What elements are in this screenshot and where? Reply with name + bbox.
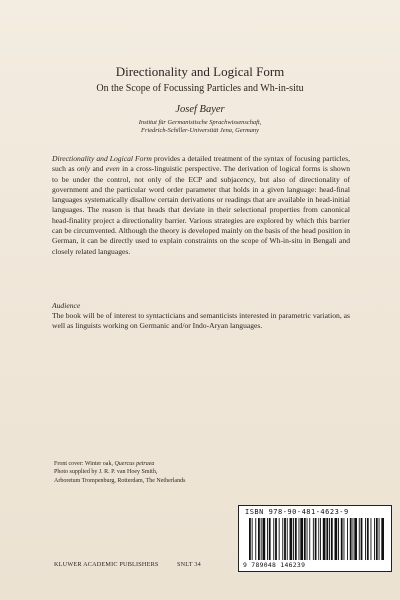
barcode-bar (261, 518, 262, 560)
affiliation-line-2: Friedrich-Schiller-Universität Jena, Germany (141, 127, 259, 134)
barcode-bar (258, 518, 260, 560)
cover-credit-species: Quercus petraea (114, 461, 155, 467)
photo-credit-line: Photo supplied by J. R. P. van Hoey Smith, (54, 469, 158, 476)
barcode-bar (354, 518, 357, 560)
barcode-bar (379, 518, 380, 560)
barcode-bars (247, 518, 385, 560)
barcode-digits: 9 789048 146239 (243, 561, 306, 569)
cover-credit-line (54, 460, 185, 468)
barcode-bar (365, 518, 366, 560)
barcode-bar (326, 518, 328, 560)
barcode-bar (295, 518, 297, 560)
barcode-bar (320, 518, 321, 560)
description-only: only (77, 164, 91, 174)
photo-place-line: Arboretum Trompenburg, Rotterdam, The Netherlands (54, 477, 186, 484)
barcode-bar (367, 518, 369, 560)
barcode-bar (290, 518, 293, 560)
author-affiliation (0, 119, 400, 135)
barcode-bar (374, 518, 375, 560)
isbn-number: ISBN 978-90-481-4623-9 (245, 508, 349, 516)
barcode-bar (273, 518, 274, 560)
barcode-bar (307, 518, 308, 560)
barcode-bar (282, 518, 283, 560)
barcode-bar (376, 518, 378, 560)
barcode-bar (350, 518, 352, 560)
audience-text: The book will be of interest to syntacticians and semanticists interested in parametric variation, as well as linguists working on Germanic and/or Indo-Aryan languages. (52, 311, 350, 331)
barcode-bar (293, 518, 294, 560)
barcode-bar (249, 518, 251, 560)
barcode-bar (359, 518, 360, 560)
barcode-bar (344, 518, 345, 560)
author-name: Josef Bayer (175, 104, 225, 115)
description-title: Directionality and Logical Form (52, 154, 152, 163)
affiliation-line-1: Institut für Germanistische Sprachwissenschaft, (138, 119, 262, 126)
description-part-2: and (90, 164, 106, 174)
barcode-bar (341, 518, 343, 560)
barcode-bar (284, 518, 286, 560)
barcode-bar (299, 518, 300, 560)
barcode-bar (353, 518, 354, 560)
book-subtitle: On the Scope of Focussing Particles and Wh-in-situ (96, 83, 304, 94)
barcode-bar (318, 518, 319, 560)
barcode-bar (338, 518, 339, 560)
description-part-1: provides a detailed treatment of the syntax of focusing particles, such as (52, 154, 350, 174)
barcode-bar (252, 518, 253, 560)
barcode-bar (371, 518, 372, 560)
description-even: even (105, 164, 120, 174)
barcode-bar (381, 518, 384, 560)
barcode-bar (267, 518, 268, 560)
publisher-name: KLUWER ACADEMIC PUBLISHERS (54, 561, 159, 568)
series-number: SNLT 34 (177, 561, 201, 568)
barcode-bar (313, 518, 314, 560)
barcode-bar (347, 518, 348, 560)
barcode-bar (323, 518, 326, 560)
book-title: Directionality and Logical Form (115, 64, 285, 79)
barcode-bar (361, 518, 363, 560)
description-part-3: in a cross-linguistic perspective. The derivation of logical forms is shown to be under the control, not only of the ECP and subjacency, but also of directionality of government and the particular word order parameter that holds in a given language: head-final languages systematically disallow certain derivations or readings that are available in head-initial languages. The reason is that heads that deviate in their selectional properties from canonical head-finality project a directionality barrier. Various strategies are explored by which this barrier can be circumvented. Although the theory is developed mainly on the basis of the head position in German, it can be directly used to explain constraints on the scope of Wh-in-situ in Bengali and closely related languages. (52, 164, 351, 256)
isbn-barcode (238, 505, 392, 572)
barcode-bar (335, 518, 338, 560)
barcode-bar (329, 518, 330, 560)
barcode-bar (331, 518, 333, 560)
barcode-bar (275, 518, 277, 560)
barcode-bar (300, 518, 303, 560)
barcode-bar (255, 518, 256, 560)
barcode-bar (287, 518, 288, 560)
barcode-bar (263, 518, 266, 560)
barcode-bar (309, 518, 310, 560)
barcode-bar (279, 518, 280, 560)
cover-credits (54, 460, 185, 485)
audience-heading: Audience (52, 301, 81, 310)
book-description (52, 154, 350, 257)
barcode-bar (304, 518, 306, 560)
cover-credit-prefix: Front cover: Winter oak, (54, 461, 115, 467)
barcode-bar (269, 518, 271, 560)
barcode-bar (315, 518, 317, 560)
